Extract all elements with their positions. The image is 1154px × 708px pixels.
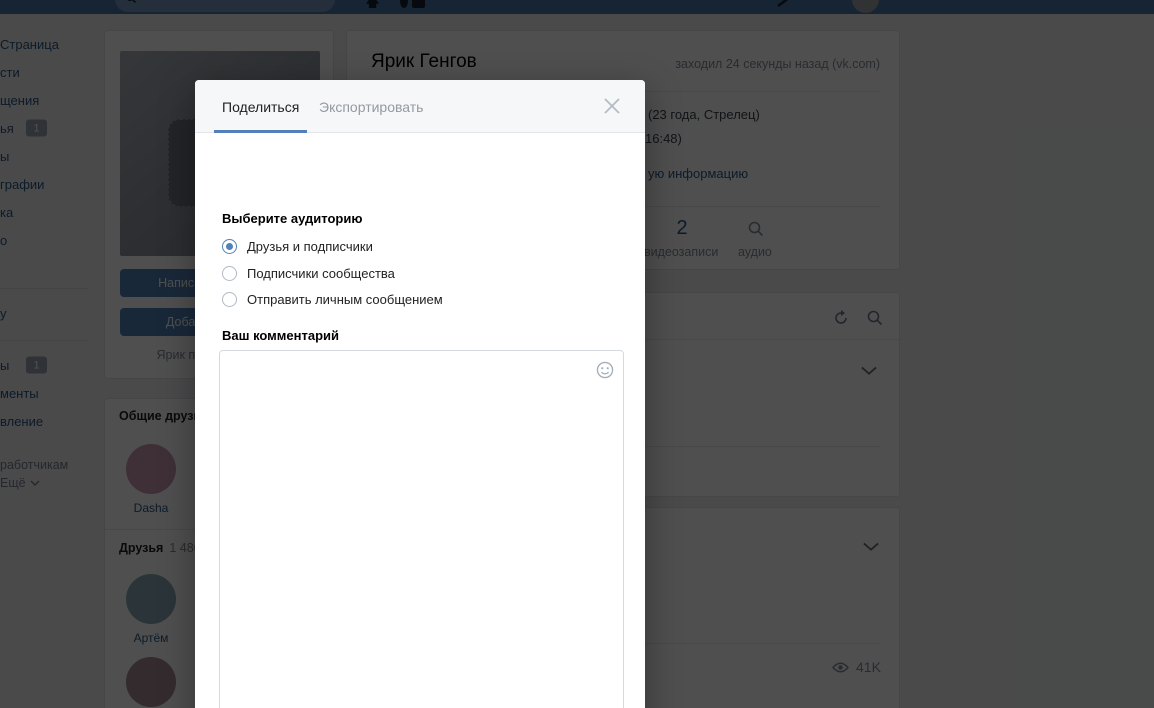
emoji-picker-icon[interactable] <box>596 361 614 379</box>
share-dialog <box>195 80 645 708</box>
radio-icon[interactable] <box>222 266 237 281</box>
radio-friends-followers[interactable]: Друзья и подписчики <box>222 239 373 254</box>
tab-share[interactable]: Поделиться <box>222 80 299 133</box>
comment-label: Ваш комментарий <box>222 328 340 343</box>
close-icon[interactable] <box>603 97 621 115</box>
audience-label: Выберите аудиторию <box>222 211 363 226</box>
radio-private-message[interactable]: Отправить личным сообщением <box>222 292 443 307</box>
radio-icon[interactable] <box>222 292 237 307</box>
radio-selected-icon[interactable] <box>222 239 237 254</box>
radio-community-followers[interactable]: Подписчики сообщества <box>222 266 395 281</box>
tab-export[interactable]: Экспортировать <box>319 98 424 115</box>
comment-textarea[interactable] <box>219 350 624 708</box>
dialog-header <box>195 80 645 133</box>
